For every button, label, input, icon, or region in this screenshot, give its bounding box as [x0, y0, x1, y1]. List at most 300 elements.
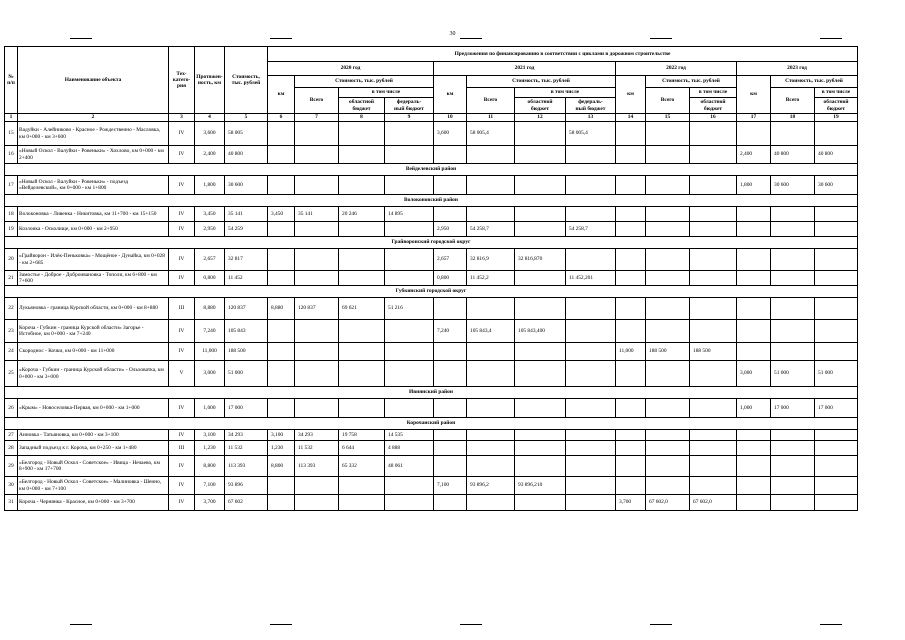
- funding-cell: [737, 430, 771, 441]
- length-km: 1,230: [195, 441, 225, 456]
- funding-cell: [295, 477, 339, 495]
- row-number: 15: [5, 122, 18, 146]
- row-number: 22: [5, 298, 18, 320]
- section-title: Волоконовский район: [5, 195, 858, 207]
- funding-cell: [616, 222, 646, 237]
- table-body: [5, 122, 858, 511]
- funding-cell: [616, 441, 646, 456]
- funding-cell: [385, 343, 434, 361]
- funding-cell: 11 532: [295, 441, 339, 456]
- length-km: 3,100: [195, 430, 225, 441]
- length-km: 11,000: [195, 343, 225, 361]
- section-row: [5, 418, 858, 430]
- length-km: 1,000: [195, 399, 225, 418]
- funding-cell: [434, 343, 467, 361]
- funding-cell: [339, 320, 385, 343]
- funding-cell: 8,800: [268, 456, 295, 477]
- funding-cell: [771, 495, 815, 511]
- funding-cell: [566, 361, 616, 387]
- header-no: № п/п: [5, 47, 18, 114]
- funding-cell: [737, 477, 771, 495]
- funding-cell: [566, 146, 616, 164]
- funding-cell: [566, 298, 616, 320]
- funding-cell: [467, 146, 515, 164]
- column-number: 5: [225, 114, 268, 122]
- section-row: [5, 286, 858, 298]
- row-number: 31: [5, 495, 18, 511]
- funding-cell: [616, 271, 646, 286]
- funding-cell: [339, 146, 385, 164]
- funding-cell: [295, 361, 339, 387]
- funding-cell: 8,880: [268, 298, 295, 320]
- funding-cell: 11 452,201: [566, 271, 616, 286]
- header-total: Всего: [467, 88, 515, 114]
- funding-cell: [566, 343, 616, 361]
- tech-category: IV: [169, 146, 195, 164]
- header-regional: областной бюджет: [339, 98, 385, 114]
- table-row: [5, 222, 858, 237]
- funding-cell: 67 602,0: [690, 495, 737, 511]
- row-number: 28: [5, 441, 18, 456]
- funding-cell: 40 800: [771, 146, 815, 164]
- funding-cell: 2,400: [737, 146, 771, 164]
- header-cost-sub: Стоимость, тыс. рублей: [771, 76, 858, 88]
- cost-value: 51 000: [225, 361, 268, 387]
- funding-cell: [467, 343, 515, 361]
- funding-cell: [616, 207, 646, 222]
- section-title: Корочанский район: [5, 418, 858, 430]
- section-title: Губкинский городской округ: [5, 286, 858, 298]
- funding-cell: [295, 320, 339, 343]
- object-name: Короча - Чернянка - Красное, км 0+000 - км 3+700: [18, 495, 169, 511]
- funding-cell: 93 896,2: [467, 477, 515, 495]
- funding-cell: [385, 222, 434, 237]
- funding-cell: [268, 249, 295, 271]
- header-year-2021: 2021 год: [434, 62, 616, 76]
- funding-cell: [646, 430, 690, 441]
- funding-cell: [268, 361, 295, 387]
- column-number: 18: [771, 114, 815, 122]
- funding-cell: 188 500: [690, 343, 737, 361]
- object-name: Скороднос - Кочки, км 0+000 - км 11+000: [18, 343, 169, 361]
- funding-cell: [385, 271, 434, 286]
- table-row: [5, 298, 858, 320]
- funding-cell: 3,700: [616, 495, 646, 511]
- section-row: [5, 387, 858, 399]
- funding-cell: [385, 249, 434, 271]
- funding-cell: [566, 176, 616, 195]
- funding-cell: [815, 477, 858, 495]
- funding-cell: [385, 477, 434, 495]
- funding-cell: [434, 361, 467, 387]
- scan-mark: [650, 38, 672, 39]
- tech-category: IV: [169, 271, 195, 286]
- funding-cell: [815, 222, 858, 237]
- funding-cell: [268, 146, 295, 164]
- funding-cell: [467, 207, 515, 222]
- funding-cell: [616, 122, 646, 146]
- header-km: км: [434, 76, 467, 114]
- funding-cell: [616, 361, 646, 387]
- funding-cell: [737, 343, 771, 361]
- length-km: 2,950: [195, 222, 225, 237]
- object-name: Волоконовка - Ливенка - Никитовка, км 11+700 - км 15+150: [18, 207, 169, 222]
- funding-cell: [295, 146, 339, 164]
- funding-cell: [646, 456, 690, 477]
- tech-category: IV: [169, 222, 195, 237]
- table-row: [5, 430, 858, 441]
- funding-cell: [815, 207, 858, 222]
- funding-cell: [646, 399, 690, 418]
- funding-cell: 1,000: [737, 399, 771, 418]
- funding-cell: [815, 430, 858, 441]
- column-number: 4: [195, 114, 225, 122]
- column-number: 8: [339, 114, 385, 122]
- length-km: 3,600: [195, 122, 225, 146]
- funding-cell: [295, 271, 339, 286]
- funding-cell: [385, 399, 434, 418]
- object-name: Анновка - Татьяновка, км 0+000 - км 3+100: [18, 430, 169, 441]
- funding-cell: [268, 122, 295, 146]
- funding-cell: [339, 222, 385, 237]
- funding-cell: [690, 430, 737, 441]
- funding-cell: [339, 399, 385, 418]
- funding-cell: [566, 477, 616, 495]
- table-row: [5, 271, 858, 286]
- funding-cell: [815, 122, 858, 146]
- header-funding: Предложения по финансированию в соответствии с циклами в дорожном строительстве: [268, 47, 858, 62]
- header-cost-sub: Стоимость, тыс. рублей: [295, 76, 434, 88]
- object-name: «Крым» - Новоселовка-Первая, км 0+000 - км 1+000: [18, 399, 169, 418]
- header-km: км: [616, 76, 646, 114]
- funding-cell: [690, 399, 737, 418]
- funding-cell: [690, 361, 737, 387]
- funding-cell: [566, 495, 616, 511]
- funding-cell: 58 005,4: [566, 122, 616, 146]
- object-name: Козлоика - Осколище, км 0+000 - км 2+950: [18, 222, 169, 237]
- funding-cell: 54 258,7: [467, 222, 515, 237]
- funding-cell: 0,800: [434, 271, 467, 286]
- row-number: 25: [5, 361, 18, 387]
- funding-cell: 14 535: [385, 430, 434, 441]
- funding-cell: 14 895: [385, 207, 434, 222]
- column-number: 19: [815, 114, 858, 122]
- funding-cell: [434, 207, 467, 222]
- funding-cell: [434, 495, 467, 511]
- row-number: 27: [5, 430, 18, 441]
- column-number: 7: [295, 114, 339, 122]
- tech-category: IV: [169, 343, 195, 361]
- scan-mark: [460, 624, 482, 625]
- funding-cell: 67 602,0: [646, 495, 690, 511]
- table-row: [5, 176, 858, 195]
- cost-value: 93 896: [225, 477, 268, 495]
- row-number: 26: [5, 399, 18, 418]
- funding-cell: [815, 249, 858, 271]
- funding-cell: 3,100: [268, 430, 295, 441]
- funding-cell: [646, 361, 690, 387]
- cost-value: 11 532: [225, 441, 268, 456]
- page-number: 30: [449, 31, 456, 37]
- column-number: 3: [169, 114, 195, 122]
- column-number: 11: [467, 114, 515, 122]
- scan-mark: [70, 624, 92, 625]
- length-km: 3,000: [195, 361, 225, 387]
- funding-cell: [295, 122, 339, 146]
- header-category: Тех- катего- рия: [169, 47, 195, 114]
- funding-cell: 6 644: [339, 441, 385, 456]
- funding-cell: 105 843,400: [515, 320, 566, 343]
- funding-cell: [295, 222, 339, 237]
- funding-cell: [690, 122, 737, 146]
- funding-cell: [616, 399, 646, 418]
- funding-cell: 58 005,4: [467, 122, 515, 146]
- cost-value: 58 005: [225, 122, 268, 146]
- tech-category: IV: [169, 456, 195, 477]
- object-name: Западный подъезд к г. Короча, км 0+250 - км 1+480: [18, 441, 169, 456]
- funding-cell: [515, 441, 566, 456]
- table-row: [5, 343, 858, 361]
- funding-cell: [515, 298, 566, 320]
- funding-cell: [385, 122, 434, 146]
- cost-value: 17 000: [225, 399, 268, 418]
- funding-cell: [295, 343, 339, 361]
- funding-cell: [737, 249, 771, 271]
- column-number: 12: [515, 114, 566, 122]
- cost-value: 67 602: [225, 495, 268, 511]
- funding-cell: [616, 430, 646, 441]
- object-name: «Короча - Губкин - граница Курской области» - Ольховатка, км 0+000 - км 3+000: [18, 361, 169, 387]
- column-number: 17: [737, 114, 771, 122]
- cost-value: 34 293: [225, 430, 268, 441]
- funding-cell: [385, 361, 434, 387]
- funding-cell: [467, 298, 515, 320]
- funding-cell: [690, 207, 737, 222]
- funding-cell: [771, 222, 815, 237]
- funding-cell: 32 816,870: [515, 249, 566, 271]
- tech-category: III: [169, 441, 195, 456]
- funding-cell: [771, 456, 815, 477]
- funding-cell: [295, 249, 339, 271]
- funding-cell: 113 393: [295, 456, 339, 477]
- funding-cell: [515, 456, 566, 477]
- funding-cell: [515, 361, 566, 387]
- funding-cell: [737, 271, 771, 286]
- funding-cell: [737, 456, 771, 477]
- funding-cell: [646, 176, 690, 195]
- tech-category: IV: [169, 320, 195, 343]
- table-row: [5, 207, 858, 222]
- funding-cell: [566, 320, 616, 343]
- funding-cell: 48 061: [385, 456, 434, 477]
- funding-cell: 11 452,2: [467, 271, 515, 286]
- section-title: Вейделевский район: [5, 164, 858, 176]
- table-row: [5, 441, 858, 456]
- funding-cell: 35 141: [295, 207, 339, 222]
- funding-cell: [515, 122, 566, 146]
- funding-cell: [268, 343, 295, 361]
- funding-cell: [616, 456, 646, 477]
- funding-cell: 105 843,4: [467, 320, 515, 343]
- funding-cell: [268, 176, 295, 195]
- row-number: 19: [5, 222, 18, 237]
- row-number: 18: [5, 207, 18, 222]
- funding-cell: [815, 298, 858, 320]
- cost-value: 35 141: [225, 207, 268, 222]
- length-km: 8,800: [195, 456, 225, 477]
- funding-cell: [566, 430, 616, 441]
- funding-cell: 7,240: [434, 320, 467, 343]
- column-number: 14: [616, 114, 646, 122]
- funding-cell: [385, 146, 434, 164]
- header-cost-sub: Стоимость, тыс. рублей: [646, 76, 737, 88]
- funding-cell: 3,450: [268, 207, 295, 222]
- funding-cell: [268, 320, 295, 343]
- row-number: 16: [5, 146, 18, 164]
- funding-cell: [467, 495, 515, 511]
- funding-cell: 4 888: [385, 441, 434, 456]
- table-wrapper: [4, 46, 858, 511]
- scan-mark: [650, 624, 672, 625]
- funding-cell: [616, 320, 646, 343]
- column-number: 1: [5, 114, 18, 122]
- funding-cell: 51 000: [815, 361, 858, 387]
- funding-cell: [434, 146, 467, 164]
- header-federal: федераль- ный бюджет: [566, 98, 616, 114]
- funding-cell: [434, 176, 467, 195]
- column-numbers-row: [5, 114, 858, 122]
- header-including: в том числе: [339, 88, 434, 98]
- funding-cell: 51 216: [385, 298, 434, 320]
- funding-cell: [737, 222, 771, 237]
- section-row: [5, 164, 858, 176]
- row-number: 29: [5, 456, 18, 477]
- funding-cell: [339, 249, 385, 271]
- header-including: в том числе: [815, 88, 858, 98]
- header-including: в том числе: [515, 88, 616, 98]
- funding-cell: [771, 441, 815, 456]
- funding-cell: [467, 361, 515, 387]
- funding-cell: [690, 320, 737, 343]
- funding-cell: 188 500: [646, 343, 690, 361]
- funding-cell: [690, 222, 737, 237]
- funding-cell: [434, 456, 467, 477]
- funding-cell: 93 896,210: [515, 477, 566, 495]
- funding-cell: 34 293: [295, 430, 339, 441]
- length-km: 1,800: [195, 176, 225, 195]
- funding-cell: [385, 495, 434, 511]
- row-number: 20: [5, 249, 18, 271]
- funding-cell: [690, 249, 737, 271]
- funding-cell: [515, 146, 566, 164]
- funding-cell: [616, 249, 646, 271]
- row-number: 30: [5, 477, 18, 495]
- row-number: 23: [5, 320, 18, 343]
- funding-cell: [339, 477, 385, 495]
- section-row: [5, 237, 858, 249]
- funding-cell: [771, 430, 815, 441]
- funding-cell: [690, 298, 737, 320]
- funding-cell: [737, 320, 771, 343]
- header-total: Всего: [646, 88, 690, 114]
- cost-value: 120 837: [225, 298, 268, 320]
- funding-cell: [771, 249, 815, 271]
- funding-cell: [434, 441, 467, 456]
- header-regional: областной бюджет: [515, 98, 566, 114]
- funding-cell: [646, 271, 690, 286]
- funding-cell: [268, 477, 295, 495]
- funding-cell: [566, 249, 616, 271]
- table-row: [5, 477, 858, 495]
- funding-cell: [690, 456, 737, 477]
- funding-cell: [771, 207, 815, 222]
- funding-cell: [815, 441, 858, 456]
- section-row: [5, 195, 858, 207]
- header-federal: федераль- ный бюджет: [385, 98, 434, 114]
- header-km: км: [268, 76, 295, 114]
- header-including: в том числе: [690, 88, 737, 98]
- header-regional: областной бюджет: [815, 98, 858, 114]
- object-name: «Новый Оскол - Валуйки - Ровеньки» - подъезд «Вейделевский», км 0+000 - км 1+800: [18, 176, 169, 195]
- funding-cell: 2,657: [434, 249, 467, 271]
- length-km: 8,880: [195, 298, 225, 320]
- funding-cell: [771, 122, 815, 146]
- length-km: 3,700: [195, 495, 225, 511]
- column-number: 15: [646, 114, 690, 122]
- funding-cell: [616, 176, 646, 195]
- funding-cell: 40 800: [815, 146, 858, 164]
- funding-cell: [434, 430, 467, 441]
- tech-category: III: [169, 298, 195, 320]
- funding-cell: [771, 298, 815, 320]
- header-year-2023: 2023 год: [737, 62, 858, 76]
- funding-cell: [616, 477, 646, 495]
- funding-cell: 54 258,7: [566, 222, 616, 237]
- funding-cell: [566, 441, 616, 456]
- column-number: 13: [566, 114, 616, 122]
- scan-mark: [270, 38, 292, 39]
- funding-cell: 17 000: [815, 399, 858, 418]
- funding-cell: 1,230: [268, 441, 295, 456]
- funding-cell: [646, 249, 690, 271]
- tech-category: IV: [169, 176, 195, 195]
- funding-cell: 2,950: [434, 222, 467, 237]
- funding-cell: [737, 441, 771, 456]
- scan-mark: [70, 38, 92, 39]
- object-name: Короча - Губкин - граница Курской области» Загорье - Истобное, км 0+000 - км 7+240: [18, 320, 169, 343]
- header-total: Всего: [295, 88, 339, 114]
- funding-cell: 69 621: [339, 298, 385, 320]
- funding-cell: [771, 271, 815, 286]
- table-row: [5, 456, 858, 477]
- funding-cell: [646, 146, 690, 164]
- row-number: 21: [5, 271, 18, 286]
- funding-cell: [815, 456, 858, 477]
- object-name: Замостье - Доброе - Доброивановка - Тополи, км 6+800 - км 7+600: [18, 271, 169, 286]
- funding-cell: [515, 399, 566, 418]
- column-number: 6: [268, 114, 295, 122]
- section-title: Грайворонский городской округ: [5, 237, 858, 249]
- header-cost-sub: Стоимость, тыс. рублей: [467, 76, 616, 88]
- funding-cell: [268, 271, 295, 286]
- funding-cell: [515, 176, 566, 195]
- object-name: Лукьяновка - граница Курской области, км 0+000 - км 8+880: [18, 298, 169, 320]
- tech-category: IV: [169, 122, 195, 146]
- funding-cell: [566, 207, 616, 222]
- funding-cell: [690, 146, 737, 164]
- cost-value: 30 600: [225, 176, 268, 195]
- road-funding-table: [4, 46, 858, 511]
